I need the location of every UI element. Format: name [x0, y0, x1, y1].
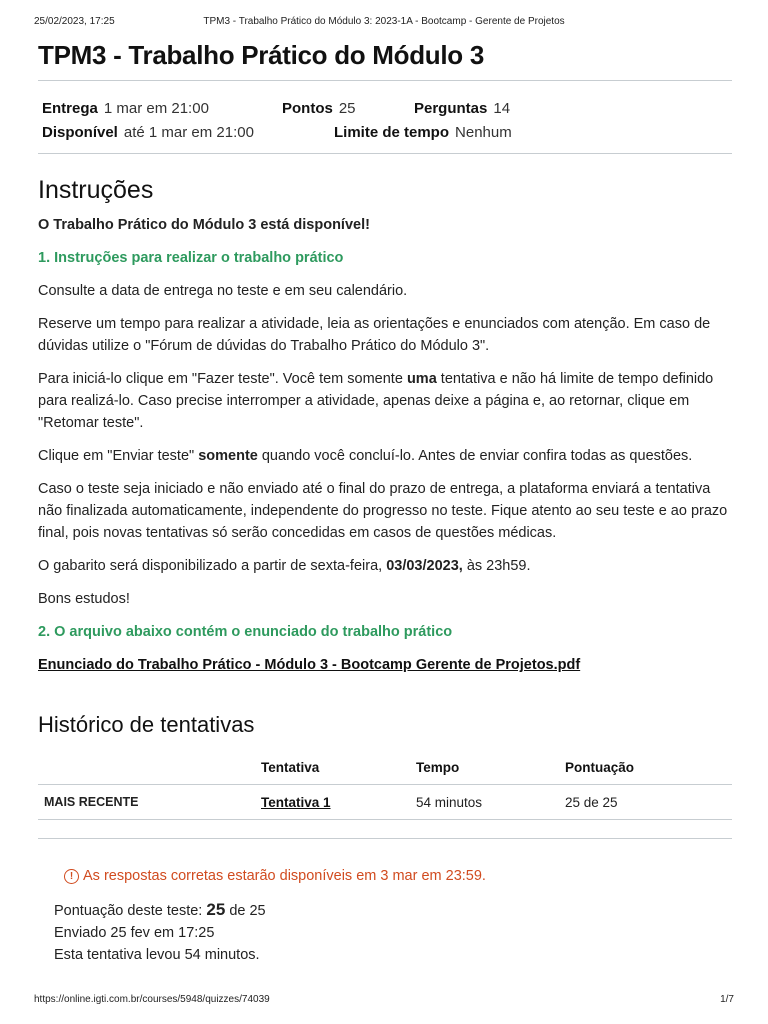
- column-header: [38, 750, 255, 785]
- due-date: Entrega 1 mar em 21:00: [42, 100, 209, 117]
- print-page-title: TPM3 - Trabalho Prático do Módulo 3: 2023-1A - Bootcamp - Gerente de Projetos: [203, 16, 565, 27]
- paragraph: Bons estudos!: [38, 591, 130, 607]
- table-header-row: [38, 750, 732, 785]
- instructions-body: [38, 214, 732, 676]
- attempt-score: 25 de 25: [559, 785, 732, 820]
- attempt-link[interactable]: Tentativa 1: [261, 794, 331, 810]
- paragraph: Para iniciá-lo clique em "Fazer teste". Você tem somente uma tentativa e não há limite de tempo definido para realizá-lo. Caso precise interromper a atividade, apenas deixe a página e, ao retornar, clique em "Retomar teste".: [38, 371, 714, 431]
- attempts-table: [38, 750, 732, 820]
- answers-availability-notice: ! As respostas corretas estarão disponíveis em 3 mar em 23:59.: [64, 865, 732, 887]
- divider: [38, 80, 732, 81]
- attempt-summary: [54, 899, 732, 966]
- page-number: 1/7: [720, 994, 734, 1005]
- history-heading: Histórico de tentativas: [38, 712, 255, 737]
- quiz-details: [38, 89, 732, 153]
- intro-text: O Trabalho Prático do Módulo 3 está disponível!: [38, 217, 370, 233]
- paragraph: O gabarito será disponibilizado a partir de sexta-feira, 03/03/2023, às 23h59.: [38, 558, 531, 574]
- statement-pdf-link[interactable]: Enunciado do Trabalho Prático - Módulo 3 - Bootcamp Gerente de Projetos.pdf: [38, 657, 581, 673]
- divider: [38, 838, 732, 839]
- column-header: Pontuação: [559, 750, 732, 785]
- attempt-duration: Esta tentativa levou 54 minutos.: [54, 947, 260, 963]
- submitted-at: Enviado 25 fev em 17:25: [54, 925, 215, 941]
- instructions-heading: Instruções: [38, 176, 154, 204]
- divider: [38, 153, 732, 154]
- paragraph: Clique em "Enviar teste" somente quando você concluí-lo. Antes de enviar confira todas as questões.: [38, 448, 693, 464]
- column-header: Tempo: [410, 750, 559, 785]
- questions-count: Perguntas 14: [414, 100, 511, 117]
- available-until: Disponível até 1 mar em 21:00: [42, 124, 254, 141]
- section1-title: 1. Instruções para realizar o trabalho prático: [38, 250, 344, 266]
- most-recent-label: MAIS RECENTE: [38, 785, 255, 820]
- table-row: [38, 785, 732, 820]
- points: Pontos 25: [282, 100, 356, 117]
- page-title: TPM3 - Trabalho Prático do Módulo 3: [38, 40, 484, 70]
- section2-title: 2. O arquivo abaixo contém o enunciado do trabalho prático: [38, 624, 453, 640]
- print-datetime: 25/02/2023, 17:25: [34, 16, 115, 27]
- paragraph: Caso o teste seja iniciado e não enviado até o final do prazo de entrega, a plataforma enviará a tentativa não finalizada automaticamente, independente do progresso no teste. Fique atento ao seu teste e ao prazo final, pois novas tentativas só serão concedidas em casos de questões médicas.: [38, 481, 728, 541]
- column-header: Tentativa: [255, 750, 410, 785]
- warning-icon: !: [64, 869, 79, 884]
- paragraph: Reserve um tempo para realizar a atividade, leia as orientações e enunciados com atenção. Em caso de dúvidas utilize o "Fórum de dúvidas do Trabalho Prático do Módulo 3".: [38, 316, 711, 354]
- quiz-content: [38, 38, 732, 966]
- attempt-time: 54 minutos: [410, 785, 559, 820]
- quiz-score: Pontuação deste teste: 25 de 25: [54, 900, 266, 919]
- print-header: [34, 16, 734, 30]
- print-footer: [34, 994, 734, 1008]
- page-url: https://online.igti.com.br/courses/5948/quizzes/74039: [34, 994, 270, 1005]
- paragraph: Consulte a data de entrega no teste e em seu calendário.: [38, 283, 408, 299]
- time-limit: Limite de tempo Nenhum: [334, 124, 512, 141]
